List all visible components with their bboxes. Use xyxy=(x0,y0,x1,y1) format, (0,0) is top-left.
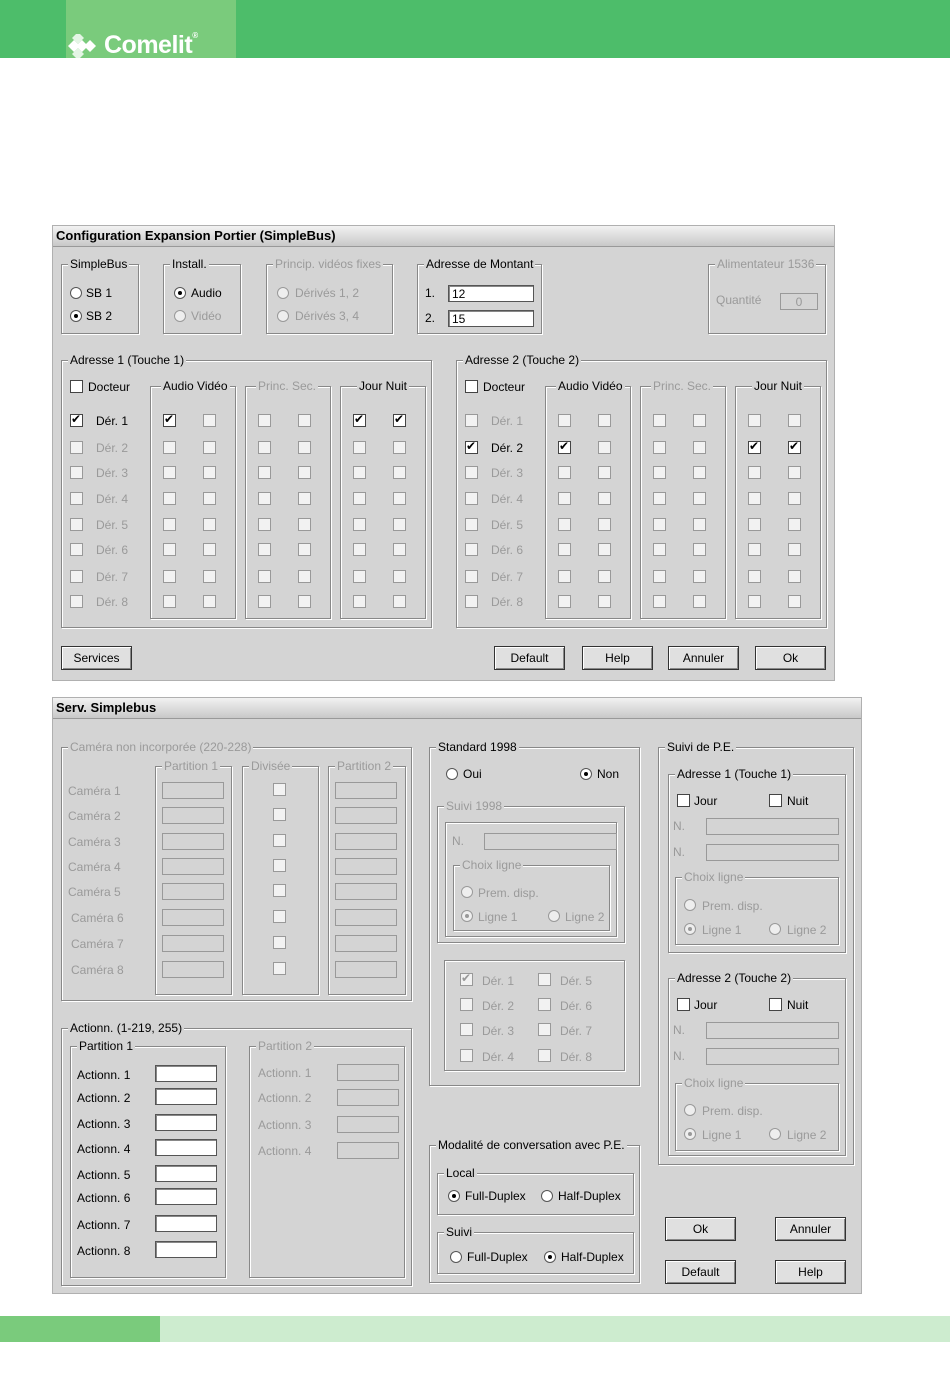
std-der-2-checkbox[interactable] xyxy=(460,998,473,1011)
der-6-sec-checkbox[interactable] xyxy=(693,543,706,556)
der-3-label: Dér. 3 xyxy=(96,466,129,480)
der-1-audio-checkbox[interactable] xyxy=(163,414,176,427)
der-4-audio-checkbox[interactable] xyxy=(558,492,571,505)
der-3-audio-checkbox[interactable] xyxy=(163,466,176,479)
sb2-radio[interactable] xyxy=(70,310,82,322)
actionn-p1-8-input[interactable] xyxy=(155,1241,217,1258)
der-8-label: Dér. 8 xyxy=(96,595,129,609)
a2-ligne2-radio[interactable] xyxy=(769,1128,781,1140)
actionn-p1-7-input[interactable] xyxy=(155,1215,217,1232)
actionn-p2-4-label: Actionn. 4 xyxy=(258,1144,312,1158)
camera-2-divisee-checkbox[interactable] xyxy=(273,808,286,821)
video-radio[interactable] xyxy=(174,310,186,322)
der-6-label: Dér. 6 xyxy=(491,543,524,557)
der-3-princ-checkbox[interactable] xyxy=(653,466,666,479)
der-6-jour-checkbox[interactable] xyxy=(748,543,761,556)
local-group: Local Full-Duplex Half-Duplex xyxy=(437,1173,634,1215)
camera-5-label: Caméra 5 xyxy=(68,885,121,899)
config-title: Configuration Expansion Portier (SimpleBus) xyxy=(53,226,834,247)
a2-ligne1-radio[interactable] xyxy=(684,1128,696,1140)
actionn-p1-2-input[interactable] xyxy=(155,1088,217,1105)
standard-1998-group: Standard 1998 Oui Non Suivi 1998 N. Choix ligne Prem. disp. Ligne 1 Ligne 2 ✔ Dér. 1 Dér. 5 Dér. 2 Dér. 6 Dér. 3 Dér. 7 Dér. 4 Dér. 8 xyxy=(429,747,640,1086)
der-1-label: Dér. 1 xyxy=(491,414,524,428)
der-7-jour-checkbox[interactable] xyxy=(748,570,761,583)
der-1-sec-checkbox[interactable] xyxy=(298,414,311,427)
der-8-sec-checkbox[interactable] xyxy=(693,595,706,608)
der-5-sec-checkbox[interactable] xyxy=(298,518,311,531)
derives-34-radio[interactable] xyxy=(277,310,289,322)
camera-7-label: Caméra 7 xyxy=(71,937,124,951)
services-button[interactable]: Services xyxy=(61,646,132,670)
der-7-nuit-checkbox[interactable] xyxy=(788,570,801,583)
suivi-pe-adresse1-group: Adresse 1 (Touche 1) Jour Nuit N. N. Choix ligne Prem. disp. Ligne 1 Ligne 2 xyxy=(668,774,846,953)
config-window xyxy=(52,225,835,681)
der-4-audio-checkbox[interactable] xyxy=(163,492,176,505)
actionn-p1-6-input[interactable] xyxy=(155,1188,217,1205)
actionn-partition2-group: Partition 2 xyxy=(249,1046,405,1278)
der-4-video-checkbox[interactable] xyxy=(203,492,216,505)
der-2-princ-checkbox[interactable] xyxy=(258,441,271,454)
der-8-audio-checkbox[interactable] xyxy=(558,595,571,608)
der-4-checkbox[interactable] xyxy=(465,492,478,505)
der-6-video-checkbox[interactable] xyxy=(598,543,611,556)
der-3-checkbox[interactable] xyxy=(70,466,83,479)
a1-n2-input[interactable] xyxy=(706,844,839,861)
der-1-princ-checkbox[interactable] xyxy=(258,414,271,427)
der-6-princ-checkbox[interactable] xyxy=(258,543,271,556)
der-7-jour-checkbox[interactable] xyxy=(353,570,366,583)
std-der-6-checkbox[interactable] xyxy=(538,998,551,1011)
der-4-nuit-checkbox[interactable] xyxy=(788,492,801,505)
der-5-jour-checkbox[interactable] xyxy=(353,518,366,531)
footer-bar-accent xyxy=(0,1316,160,1342)
der-3-jour-checkbox[interactable] xyxy=(353,466,366,479)
der-6-audio-checkbox[interactable] xyxy=(163,543,176,556)
der-1-checkbox[interactable] xyxy=(70,414,83,427)
der-7-video-checkbox[interactable] xyxy=(598,570,611,583)
der-8-checkbox[interactable] xyxy=(70,595,83,608)
serv-ok-button[interactable]: Ok xyxy=(665,1217,736,1241)
camera-5-partition1-input[interactable] xyxy=(162,883,224,900)
camera-5-divisee-checkbox[interactable] xyxy=(273,884,286,897)
camera-2-partition1-input[interactable] xyxy=(162,807,224,824)
camera-7-partition2-input[interactable] xyxy=(335,935,397,952)
der-4-nuit-checkbox[interactable] xyxy=(393,492,406,505)
der-1-video-checkbox[interactable] xyxy=(203,414,216,427)
der-6-checkbox[interactable] xyxy=(465,543,478,556)
der-6-audio-checkbox[interactable] xyxy=(558,543,571,556)
der-6-checkbox[interactable] xyxy=(70,543,83,556)
camera-8-partition2-input[interactable] xyxy=(335,961,397,978)
der-7-label: Dér. 7 xyxy=(96,570,129,584)
default-button[interactable]: Default xyxy=(494,646,565,670)
der-5-video-checkbox[interactable] xyxy=(598,518,611,531)
actionn-p1-3-input[interactable] xyxy=(155,1114,217,1131)
der-6-jour-checkbox[interactable] xyxy=(353,543,366,556)
camera-3-divisee-checkbox[interactable] xyxy=(273,834,286,847)
a2-jour-checkbox[interactable] xyxy=(677,998,690,1011)
install-group: Install. Audio Vidéo xyxy=(163,264,241,334)
der-5-princ-checkbox[interactable] xyxy=(258,518,271,531)
der-7-sec-checkbox[interactable] xyxy=(693,570,706,583)
camera-6-label: Caméra 6 xyxy=(71,911,124,925)
der-8-jour-checkbox[interactable] xyxy=(353,595,366,608)
princ-videos-group: Princip. vidéos fixes Dérivés 1, 2 Dérivés 3, 4 xyxy=(266,264,393,334)
actionn-p2-2-input[interactable] xyxy=(337,1089,399,1106)
der-5-nuit-checkbox[interactable] xyxy=(788,518,801,531)
der-8-sec-checkbox[interactable] xyxy=(298,595,311,608)
std-der-1-checkbox[interactable] xyxy=(460,973,473,986)
camera-4-partition1-input[interactable] xyxy=(162,858,224,875)
der-6-princ-checkbox[interactable] xyxy=(653,543,666,556)
adresse2-group: Adresse 2 (Touche 2) Docteur Audio Vidéo Princ. Sec. Jour Nuit Dér. 1 ✔ Dér. 2 ✔ ✔ ✔ Dér. 3 Dér. 4 Dér. 5 Dér. 6 Dér. 7 Dér. 8 xyxy=(456,360,827,628)
ligne1-radio[interactable] xyxy=(461,910,473,922)
der-3-princ-checkbox[interactable] xyxy=(258,466,271,479)
der-3-video-checkbox[interactable] xyxy=(598,466,611,479)
der-3-sec-checkbox[interactable] xyxy=(693,466,706,479)
actionn-p1-4-input[interactable] xyxy=(155,1139,217,1156)
actionn-p1-8-label: Actionn. 8 xyxy=(77,1244,131,1258)
der-7-checkbox[interactable] xyxy=(465,570,478,583)
der-1-princ-checkbox[interactable] xyxy=(653,414,666,427)
der-1-nuit-checkbox[interactable] xyxy=(393,414,406,427)
der-2-nuit-checkbox[interactable] xyxy=(788,441,801,454)
camera-8-partition1-input[interactable] xyxy=(162,961,224,978)
local-full-duplex-radio[interactable] xyxy=(448,1190,460,1202)
montant-2-input[interactable]: 15 xyxy=(448,310,534,327)
der-5-video-checkbox[interactable] xyxy=(203,518,216,531)
camera-8-divisee-checkbox[interactable] xyxy=(273,962,286,975)
suivi-full-duplex-radio[interactable] xyxy=(450,1251,462,1263)
der-1-video-checkbox[interactable] xyxy=(598,414,611,427)
der-8-nuit-checkbox[interactable] xyxy=(393,595,406,608)
derives-12-radio[interactable] xyxy=(277,287,289,299)
der-2-sec-checkbox[interactable] xyxy=(693,441,706,454)
der-4-jour-checkbox[interactable] xyxy=(353,492,366,505)
camera-8-label: Caméra 8 xyxy=(71,963,124,977)
suivi-half-duplex-radio[interactable] xyxy=(544,1251,556,1263)
serv-default-button[interactable]: Default xyxy=(665,1260,736,1284)
der-7-audio-checkbox[interactable] xyxy=(558,570,571,583)
adresse1-group: Adresse 1 (Touche 1) Docteur Audio Vidéo Princ. Sec. Jour Nuit ✔ Dér. 1 ✔ ✔ ✔ Dér. 2 Dér. 3 Dér. 4 Dér. 5 Dér. 6 Dér. 7 Dér. 8 xyxy=(61,360,432,628)
actionn-group: Actionn. (1-219, 255) Partition 1 Partition 2 Actionn. 1 Actionn. 2 Actionn. 3 Actionn. 4 Actionn. 5 Actionn. 6 Actionn. 7 Actionn. 8 Actionn. 1 Actionn. 2 Actionn. 3 Actionn. 4 xyxy=(61,1028,412,1286)
a2-nuit-checkbox[interactable] xyxy=(769,998,782,1011)
camera-4-partition2-input[interactable] xyxy=(335,858,397,875)
std-der-5-checkbox[interactable] xyxy=(538,973,551,986)
audio-video-group: Audio Vidéo xyxy=(545,386,631,619)
der-7-audio-checkbox[interactable] xyxy=(163,570,176,583)
footer-bar xyxy=(160,1316,950,1342)
der-7-princ-checkbox[interactable] xyxy=(653,570,666,583)
der-1-sec-checkbox[interactable] xyxy=(693,414,706,427)
camera-6-partition1-input[interactable] xyxy=(162,909,224,926)
a2-choix-ligne-group: Choix ligne Prem. disp. Ligne 1 Ligne 2 xyxy=(675,1083,839,1151)
actionn-p1-7-label: Actionn. 7 xyxy=(77,1218,131,1232)
actionn-p2-1-label: Actionn. 1 xyxy=(258,1066,312,1080)
der-5-checkbox[interactable] xyxy=(70,518,83,531)
std-der-4-label: Dér. 4 xyxy=(482,1050,515,1064)
der-7-princ-checkbox[interactable] xyxy=(258,570,271,583)
der-2-audio-checkbox[interactable] xyxy=(163,441,176,454)
der-7-nuit-checkbox[interactable] xyxy=(393,570,406,583)
der-2-princ-checkbox[interactable] xyxy=(653,441,666,454)
der-8-princ-checkbox[interactable] xyxy=(653,595,666,608)
choix-ligne-group: Choix ligne Prem. disp. Ligne 1 Ligne 2 xyxy=(453,865,610,931)
actionn-p1-6-label: Actionn. 6 xyxy=(77,1191,131,1205)
serv-help-button[interactable]: Help xyxy=(775,1260,846,1284)
quantite-input[interactable]: 0 xyxy=(780,293,818,310)
divisee-group: Divisée xyxy=(242,766,319,995)
camera-7-partition1-input[interactable] xyxy=(162,935,224,952)
der-3-sec-checkbox[interactable] xyxy=(298,466,311,479)
princ-sec-group: Princ. Sec. xyxy=(640,386,726,619)
docteur-checkbox[interactable] xyxy=(465,380,478,393)
actionn-p2-2-label: Actionn. 2 xyxy=(258,1091,312,1105)
alimentateur-group: Alimentateur 1536 Quantité 0 xyxy=(708,264,826,334)
der-8-video-checkbox[interactable] xyxy=(598,595,611,608)
a1-prem-disp-radio[interactable] xyxy=(684,899,696,911)
der-3-audio-checkbox[interactable] xyxy=(558,466,571,479)
der-5-nuit-checkbox[interactable] xyxy=(393,518,406,531)
annuler-button[interactable]: Annuler xyxy=(668,646,739,670)
camera-2-label: Caméra 2 xyxy=(68,809,121,823)
actionn-p1-4-label: Actionn. 4 xyxy=(77,1142,131,1156)
der-4-label: Dér. 4 xyxy=(96,492,129,506)
der-8-jour-checkbox[interactable] xyxy=(748,595,761,608)
der-4-video-checkbox[interactable] xyxy=(598,492,611,505)
camera-4-divisee-checkbox[interactable] xyxy=(273,859,286,872)
a1-n1-input[interactable] xyxy=(706,818,839,835)
der-5-princ-checkbox[interactable] xyxy=(653,518,666,531)
comelit-mark-icon xyxy=(68,34,104,58)
montant-1-input[interactable]: 12 xyxy=(448,285,534,302)
princ-sec-group: Princ. Sec. xyxy=(245,386,331,619)
der-5-sec-checkbox[interactable] xyxy=(693,518,706,531)
actionn-partition1-group: Partition 1 xyxy=(70,1046,226,1278)
ligne2-radio[interactable] xyxy=(548,910,560,922)
der-2-jour-checkbox[interactable] xyxy=(353,441,366,454)
der-2-nuit-checkbox[interactable] xyxy=(393,441,406,454)
der-3-label: Dér. 3 xyxy=(491,466,524,480)
std-der-5-label: Dér. 5 xyxy=(560,974,593,988)
der-3-jour-checkbox[interactable] xyxy=(748,466,761,479)
der-6-nuit-checkbox[interactable] xyxy=(393,543,406,556)
suivi-pe-group: Suivi de P.E. Adresse 1 (Touche 1) Jour Nuit N. N. Choix ligne Prem. disp. Ligne 1 Ligne 2 Adresse 2 (Touche 2) Jour Nuit N. N. Choix ligne Prem. disp. Ligne 1 Ligne 2 xyxy=(658,747,854,1165)
camera-3-label: Caméra 3 xyxy=(68,835,121,849)
docteur-checkbox[interactable] xyxy=(70,380,83,393)
audio-radio[interactable] xyxy=(174,287,186,299)
std-der-8-checkbox[interactable] xyxy=(538,1049,551,1062)
actionn-p1-5-input[interactable] xyxy=(155,1165,217,1182)
camera-1-label: Caméra 1 xyxy=(68,784,121,798)
jour-nuit-group: Jour Nuit xyxy=(735,386,821,619)
a2-n2-input[interactable] xyxy=(706,1048,839,1065)
der-5-checkbox[interactable] xyxy=(465,518,478,531)
camera-3-partition2-input[interactable] xyxy=(335,833,397,850)
a1-jour-checkbox[interactable] xyxy=(677,794,690,807)
camera-4-label: Caméra 4 xyxy=(68,860,121,874)
der-2-checkbox[interactable] xyxy=(70,441,83,454)
adresse-montant-group: Adresse de Montant 1. 12 2. 15 xyxy=(417,264,542,334)
der-2-checkbox[interactable] xyxy=(465,441,478,454)
simplebus-group: SimpleBus SB 1 SB 2 xyxy=(61,264,139,334)
suivi-1998-group: Suivi 1998 N. Choix ligne Prem. disp. Ligne 1 Ligne 2 xyxy=(437,806,625,943)
std-der-7-label: Dér. 7 xyxy=(560,1024,593,1038)
camera-1-partition2-input[interactable] xyxy=(335,782,397,799)
a2-prem-disp-radio[interactable] xyxy=(684,1104,696,1116)
der-7-label: Dér. 7 xyxy=(491,570,524,584)
der-1-nuit-checkbox[interactable] xyxy=(788,414,801,427)
der-3-video-checkbox[interactable] xyxy=(203,466,216,479)
actionn-p2-4-input[interactable] xyxy=(337,1142,399,1159)
camera-partition2-group: Partition 2 xyxy=(328,766,406,995)
der-7-sec-checkbox[interactable] xyxy=(298,570,311,583)
der-4-label: Dér. 4 xyxy=(491,492,524,506)
std-der-1-label: Dér. 1 xyxy=(482,974,515,988)
actionn-p2-3-input[interactable] xyxy=(337,1116,399,1133)
a1-ligne1-radio[interactable] xyxy=(684,923,696,935)
der-8-checkbox[interactable] xyxy=(465,595,478,608)
std-der-6-label: Dér. 6 xyxy=(560,999,593,1013)
ok-button[interactable]: Ok xyxy=(755,646,826,670)
suivi-1998-inner: N. Choix ligne Prem. disp. Ligne 1 Ligne 2 xyxy=(445,822,617,937)
a1-choix-ligne-group: Choix ligne Prem. disp. Ligne 1 Ligne 2 xyxy=(675,877,839,945)
camera-1-divisee-checkbox[interactable] xyxy=(273,783,286,796)
der-4-checkbox[interactable] xyxy=(70,492,83,505)
logo: Comelit® xyxy=(104,31,198,59)
std-der-7-checkbox[interactable] xyxy=(538,1023,551,1036)
der-6-sec-checkbox[interactable] xyxy=(298,543,311,556)
standard-ders-group xyxy=(444,960,625,1071)
camera-7-divisee-checkbox[interactable] xyxy=(273,936,286,949)
actionn-p1-1-input[interactable] xyxy=(155,1065,217,1082)
der-8-nuit-checkbox[interactable] xyxy=(788,595,801,608)
der-8-princ-checkbox[interactable] xyxy=(258,595,271,608)
camera-6-divisee-checkbox[interactable] xyxy=(273,910,286,923)
std-der-4-checkbox[interactable] xyxy=(460,1049,473,1062)
der-2-label: Dér. 2 xyxy=(96,441,129,455)
der-8-video-checkbox[interactable] xyxy=(203,595,216,608)
der-2-label: Dér. 2 xyxy=(491,441,524,455)
der-7-video-checkbox[interactable] xyxy=(203,570,216,583)
audio-video-group: Audio Vidéo xyxy=(150,386,236,619)
std-der-3-checkbox[interactable] xyxy=(460,1023,473,1036)
a2-n1-input[interactable] xyxy=(706,1022,839,1039)
std-der-3-label: Dér. 3 xyxy=(482,1024,515,1038)
local-half-duplex-radio[interactable] xyxy=(541,1190,553,1202)
der-6-label: Dér. 6 xyxy=(96,543,129,557)
camera-6-partition2-input[interactable] xyxy=(335,909,397,926)
der-3-nuit-checkbox[interactable] xyxy=(393,466,406,479)
camera-2-partition2-input[interactable] xyxy=(335,807,397,824)
der-4-princ-checkbox[interactable] xyxy=(653,492,666,505)
der-4-jour-checkbox[interactable] xyxy=(748,492,761,505)
prem-disp-radio[interactable] xyxy=(461,886,473,898)
serv-annuler-button[interactable]: Annuler xyxy=(775,1217,846,1241)
der-6-video-checkbox[interactable] xyxy=(203,543,216,556)
serv-window xyxy=(52,697,862,1294)
der-5-jour-checkbox[interactable] xyxy=(748,518,761,531)
std-der-2-label: Dér. 2 xyxy=(482,999,515,1013)
modalite-group: Modalité de conversation avec P.E. Local Full-Duplex Half-Duplex Suivi Full-Duplex Half-Duplex xyxy=(429,1145,640,1283)
der-5-label: Dér. 5 xyxy=(96,518,129,532)
actionn-p1-3-label: Actionn. 3 xyxy=(77,1117,131,1131)
std-der-8-label: Dér. 8 xyxy=(560,1050,593,1064)
actionn-p2-3-label: Actionn. 3 xyxy=(258,1118,312,1132)
actionn-p1-1-label: Actionn. 1 xyxy=(77,1068,131,1082)
der-1-audio-checkbox[interactable] xyxy=(558,414,571,427)
help-button[interactable]: Help xyxy=(582,646,653,670)
der-4-sec-checkbox[interactable] xyxy=(693,492,706,505)
der-5-audio-checkbox[interactable] xyxy=(558,518,571,531)
oui-radio[interactable] xyxy=(446,768,458,780)
camera-group: Caméra non incorporée (220-228) Partition 1 Divisée Partition 2 Caméra 1 Caméra 2 Caméra 3 Caméra 4 Caméra 5 Caméra 6 Caméra 7 Caméra 8 xyxy=(61,747,412,1001)
suivi-1998-n-input[interactable] xyxy=(484,833,617,850)
a1-ligne2-radio[interactable] xyxy=(769,923,781,935)
suivi-group: Suivi Full-Duplex Half-Duplex xyxy=(437,1232,634,1274)
der-2-jour-checkbox[interactable] xyxy=(748,441,761,454)
der-1-jour-checkbox[interactable] xyxy=(748,414,761,427)
der-6-nuit-checkbox[interactable] xyxy=(788,543,801,556)
der-7-checkbox[interactable] xyxy=(70,570,83,583)
camera-partition1-group: Partition 1 xyxy=(155,766,232,995)
non-radio[interactable] xyxy=(580,768,592,780)
suivi-pe-adresse2-group: Adresse 2 (Touche 2) Jour Nuit N. N. Choix ligne Prem. disp. Ligne 1 Ligne 2 xyxy=(668,978,846,1156)
camera-3-partition1-input[interactable] xyxy=(162,833,224,850)
der-1-label: Dér. 1 xyxy=(96,414,129,428)
der-3-nuit-checkbox[interactable] xyxy=(788,466,801,479)
actionn-p2-1-input[interactable] xyxy=(337,1064,399,1081)
actionn-p1-2-label: Actionn. 2 xyxy=(77,1091,131,1105)
der-5-audio-checkbox[interactable] xyxy=(163,518,176,531)
der-2-video-checkbox[interactable] xyxy=(598,441,611,454)
camera-5-partition2-input[interactable] xyxy=(335,883,397,900)
der-1-checkbox[interactable] xyxy=(465,414,478,427)
der-3-checkbox[interactable] xyxy=(465,466,478,479)
der-5-label: Dér. 5 xyxy=(491,518,524,532)
der-1-jour-checkbox[interactable] xyxy=(353,414,366,427)
der-8-audio-checkbox[interactable] xyxy=(163,595,176,608)
der-4-princ-checkbox[interactable] xyxy=(258,492,271,505)
a1-nuit-checkbox[interactable] xyxy=(769,794,782,807)
der-2-sec-checkbox[interactable] xyxy=(298,441,311,454)
camera-1-partition1-input[interactable] xyxy=(162,782,224,799)
der-8-label: Dér. 8 xyxy=(491,595,524,609)
serv-title: Serv. Simplebus xyxy=(53,698,861,719)
der-4-sec-checkbox[interactable] xyxy=(298,492,311,505)
actionn-p1-5-label: Actionn. 5 xyxy=(77,1168,131,1182)
der-2-video-checkbox[interactable] xyxy=(203,441,216,454)
jour-nuit-group: Jour Nuit xyxy=(340,386,426,619)
sb1-radio[interactable] xyxy=(70,287,82,299)
der-2-audio-checkbox[interactable] xyxy=(558,441,571,454)
